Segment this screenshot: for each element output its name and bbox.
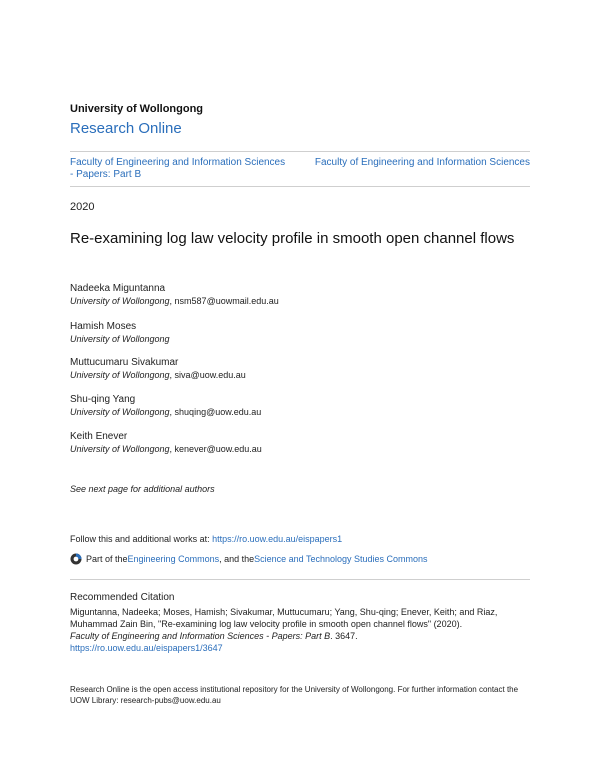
divider — [70, 186, 530, 187]
divider — [70, 579, 530, 580]
see-next-page-note: See next page for additional authors — [70, 484, 215, 494]
author-entry — [70, 430, 262, 455]
author-affiliation: University of Wollongong — [70, 444, 170, 454]
author-affiliation: University of Wollongong — [70, 370, 170, 380]
author-entry — [70, 320, 170, 345]
university-name: University of Wollongong — [70, 103, 204, 115]
author-entry — [70, 356, 246, 381]
sts-commons-link[interactable]: Science and Technology Studies Commons — [254, 554, 428, 564]
paper-title: Re-examining log law velocity profile in smooth open channel flows — [70, 230, 515, 247]
research-online-link[interactable]: Research Online — [70, 120, 182, 137]
repository-footer: Research Online is the open access institutional repository for the University of Wollongong. For further information contact the UOW Library: research-pubs@uow.edu.au — [70, 685, 519, 705]
author-email: , siva@uow.edu.au — [169, 370, 246, 380]
author-affiliation: University of Wollongong — [70, 334, 170, 344]
author-email: , shuqing@uow.edu.au — [169, 407, 262, 417]
author-affiliation: University of Wollongong — [70, 296, 170, 306]
faculty-link-left[interactable]: Faculty of Engineering and Information Sciences - Papers: Part B — [70, 157, 286, 180]
author-name: Keith Enever — [70, 431, 128, 442]
follow-url-link[interactable]: https://ro.uow.edu.au/eispapers1 — [212, 534, 343, 544]
faculty-link-right[interactable]: Faculty of Engineering and Information Sciences — [314, 157, 530, 168]
citation-journal: Faculty of Engineering and Information Sciences - Papers: Part B — [70, 631, 331, 641]
citation-text: Miguntanna, Nadeeka; Moses, Hamish; Sivakumar, Muttucumaru; Yang, Shu-qing; Enever, Keith; and Riaz, Muhammad Zain Bin, "Re-examining log law velocity profile in smooth open channel flows" (2020). — [70, 607, 498, 629]
publication-year: 2020 — [70, 201, 95, 213]
part-of-middle: , and the — [219, 554, 255, 564]
author-email: , nsm587@uowmail.edu.au — [169, 296, 279, 306]
author-email: , kenever@uow.edu.au — [169, 444, 262, 454]
part-of-line — [70, 553, 428, 565]
author-name: Nadeeka Miguntanna — [70, 283, 166, 294]
recommended-citation-heading: Recommended Citation — [70, 592, 175, 603]
author-affiliation: University of Wollongong — [70, 407, 170, 417]
follow-line — [70, 534, 342, 544]
divider — [70, 151, 530, 152]
citation-number: . 3647. — [330, 631, 358, 641]
author-name: Shu-qing Yang — [70, 394, 136, 405]
engineering-commons-link[interactable]: Engineering Commons — [127, 554, 220, 564]
recommended-citation-body — [70, 606, 530, 654]
author-entry — [70, 282, 279, 307]
author-name: Muttucumaru Sivakumar — [70, 357, 179, 368]
author-name: Hamish Moses — [70, 321, 137, 332]
citation-url-link[interactable]: https://ro.uow.edu.au/eispapers1/3647 — [70, 643, 223, 653]
part-of-prefix: Part of the — [86, 554, 128, 564]
follow-text: Follow this and additional works at: — [70, 534, 213, 544]
open-access-icon — [70, 553, 82, 565]
author-entry — [70, 393, 261, 418]
